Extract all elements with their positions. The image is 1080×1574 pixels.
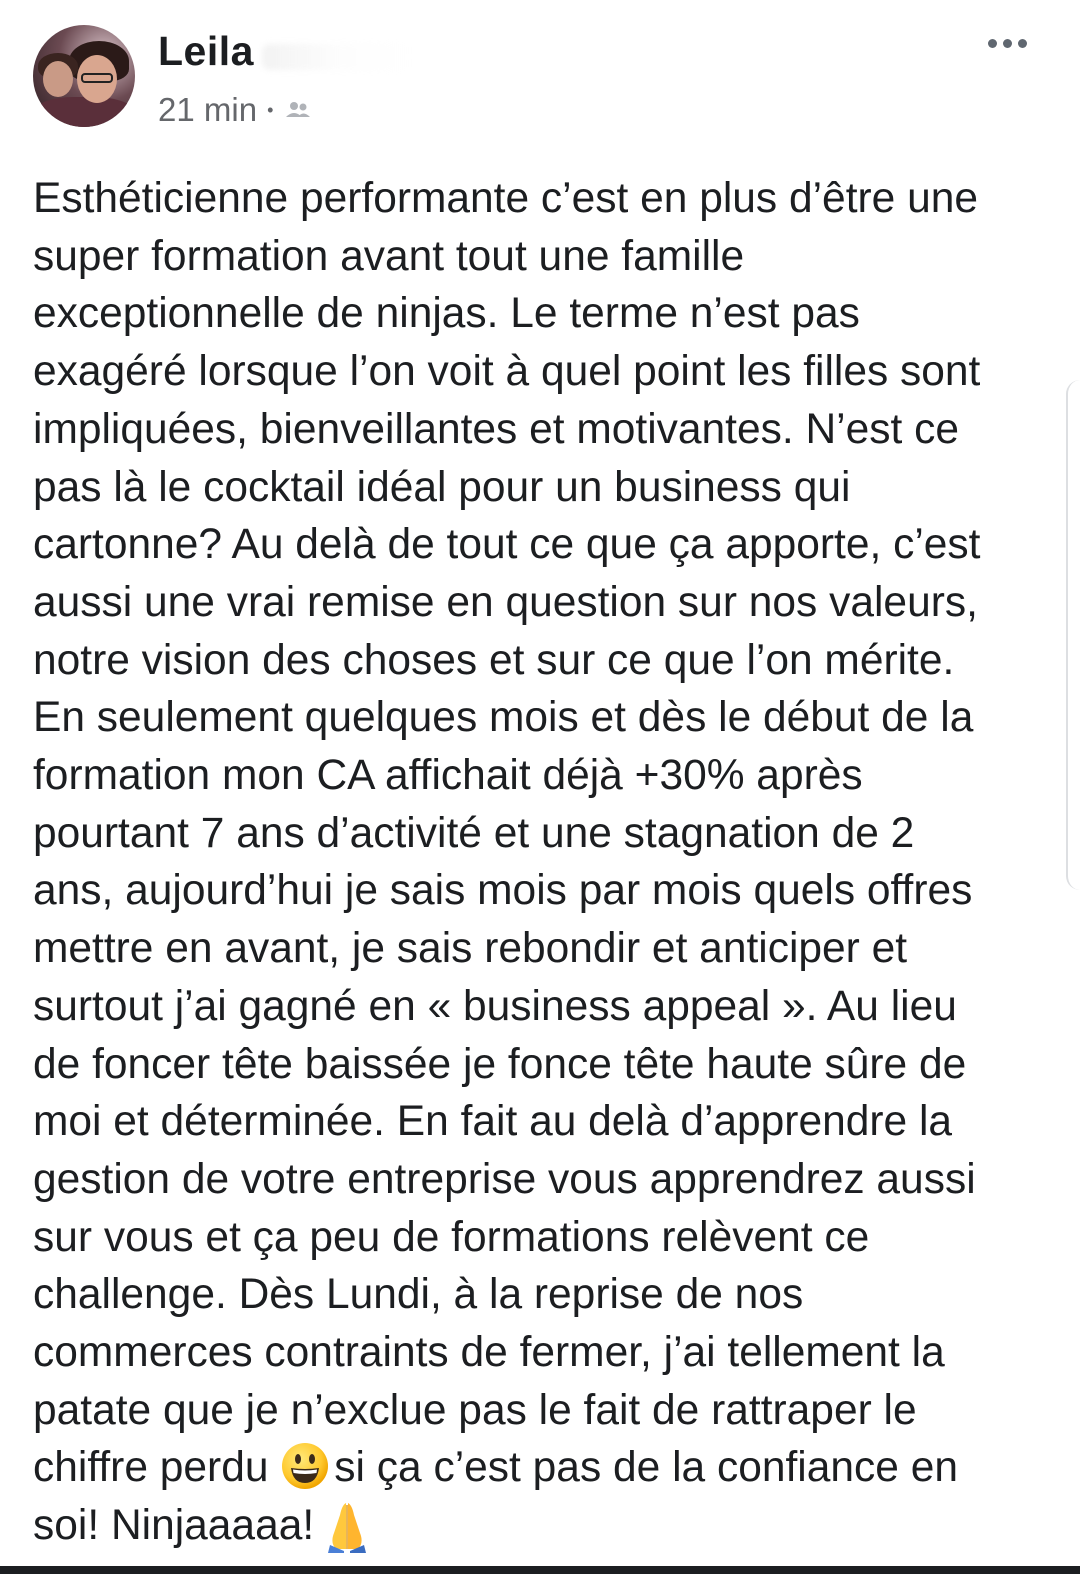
more-options-icon (988, 39, 997, 48)
grinning-face-emoji-icon (280, 1441, 330, 1491)
post-text-line: gestion de votre entreprise vous apprendrez aussi (33, 1155, 976, 1203)
more-options-icon-dot (1018, 39, 1027, 48)
post-text-line: sur vous et ça peu de formations relèvent ce (33, 1213, 870, 1261)
post-text-fragment: chiffre perdu (33, 1444, 281, 1492)
post-timestamp[interactable]: 21 min (158, 91, 258, 128)
post-text-line-with-emoji (33, 1439, 1053, 1497)
more-options-button[interactable] (980, 28, 1034, 58)
post-text-line: Esthéticienne performante c’est en plus d’être une (33, 175, 979, 222)
post-text-line: de foncer tête baissée je fonce tête haute sûre de (33, 1040, 967, 1088)
post-text-line: moi et déterminée. En fait au delà d’apprendre la (33, 1098, 953, 1146)
post-text-line: exceptionnelle de ninjas. Le terme n’est pas (33, 290, 860, 338)
post-text-line: cartonne? Au delà de tout ce que ça apporte, c’est (33, 521, 981, 569)
post-meta (158, 90, 313, 130)
author-avatar[interactable] (33, 25, 135, 127)
post-text-fragment: soi! Ninjaaaaa! (33, 1502, 315, 1550)
post-body (33, 170, 1053, 1555)
avatar-photo-glasses (81, 73, 113, 83)
post-text-line: pourtant 7 ans d’activité et une stagnation de 2 (33, 809, 915, 857)
post-text-line: surtout j’ai gagné en « business appeal ». Au lieu (33, 982, 957, 1030)
post-text-line: aussi une vrai remise en question sur nos valeurs, (33, 578, 978, 626)
post-text-line: ans, aujourd’hui je sais mois par mois quels offres (33, 867, 973, 915)
avatar-photo-child-face (43, 61, 73, 97)
scrollbar-track[interactable] (1066, 380, 1080, 890)
post-text-line: super formation avant tout une famille (33, 232, 745, 280)
post-text-line: exagéré lorsque l’on voit à quel point les filles sont (33, 348, 981, 396)
post-text-line: mettre en avant, je sais rebondir et anticiper et (33, 925, 908, 973)
bottom-divider (0, 1566, 1080, 1574)
post-text-line: pas là le cocktail idéal pour un business qui (33, 463, 851, 511)
post-text-line: challenge. Dès Lundi, à la reprise de nos (33, 1271, 804, 1319)
post-text-fragment: si ça c’est pas de la confiance en (334, 1444, 958, 1492)
more-options-icon-dot (1003, 39, 1012, 48)
meta-separator: • (267, 99, 274, 120)
friends-icon[interactable] (283, 95, 313, 125)
post-text-line: formation mon CA affichait déjà +30% après (33, 752, 863, 800)
post-text-line-with-emoji (33, 1497, 1053, 1555)
post-text-line: patate que je n’exclue pas le fait de rattraper le (33, 1386, 917, 1434)
post-text-line: impliquées, bienveillantes et motivantes. N’est ce (33, 405, 960, 453)
folded-hands-emoji-icon (320, 1499, 374, 1553)
redacted-surname (262, 44, 412, 70)
author-name[interactable]: Leila (158, 28, 254, 74)
post-text-line: commerces contraints de fermer, j’ai tellement la (33, 1329, 945, 1377)
post-text-line: notre vision des choses et sur ce que l’on mérite. (33, 636, 955, 684)
avatar-photo-body (33, 97, 135, 127)
post-text-line: En seulement quelques mois et dès le début de la (33, 694, 974, 742)
